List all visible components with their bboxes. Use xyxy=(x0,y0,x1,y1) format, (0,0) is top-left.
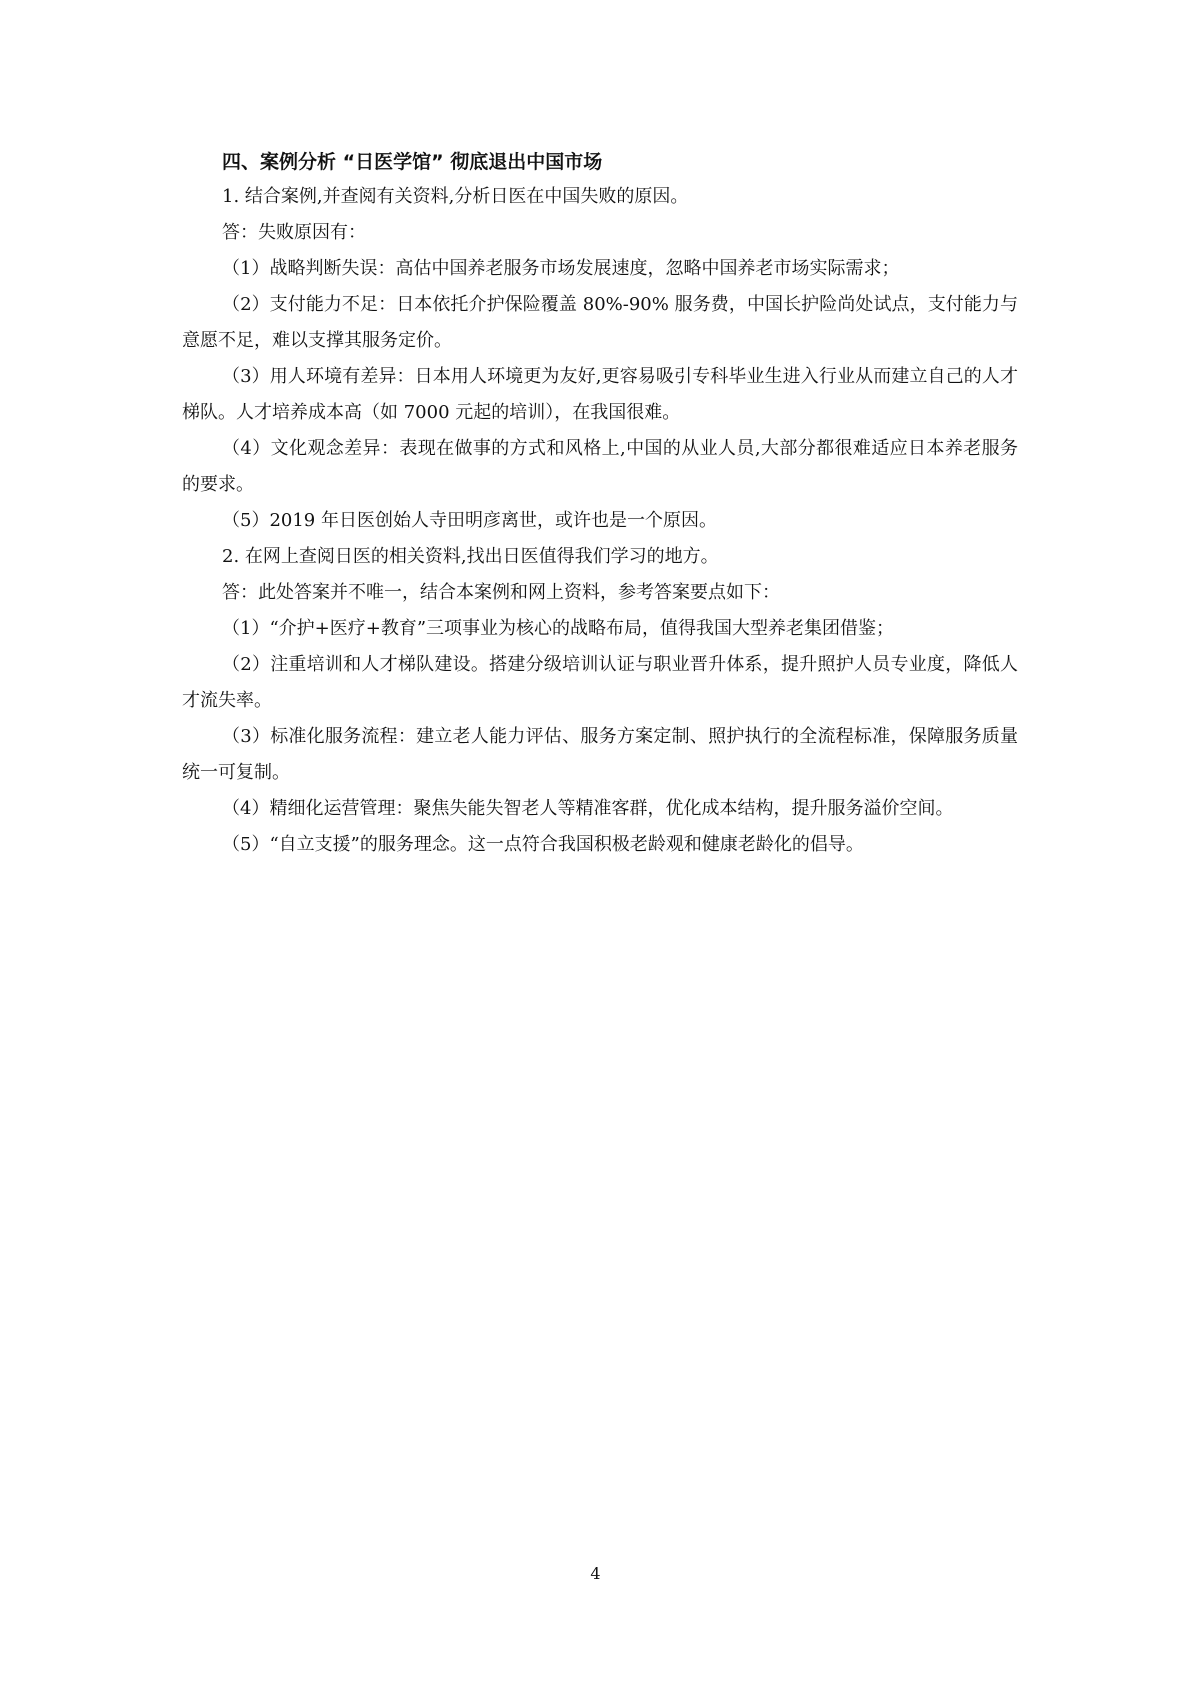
answer-2-point-4: （4）精细化运营管理：聚焦失能失智老人等精准客群，优化成本结构，提升服务溢价空间。 xyxy=(222,798,954,819)
answer-2-point-1: （1）“介护+医疗+教育”三项事业为核心的战略布局，值得我国大型养老集团借鉴； xyxy=(222,618,895,639)
answer-1-point-3: （3）用人环境有差异：日本用人环境更为友好,更容易吸引专科毕业生进入行业从而建立自己的人才梯队。人才培养成本高（如 7000 元起的培训），在我国很难。 xyxy=(182,366,1018,423)
section-heading: 四、案例分析 “日医学馆” 彻底退出中国市场 xyxy=(222,151,603,173)
answer-1-point-1: （1）战略判断失误：高估中国养老服务市场发展速度，忽略中国养老市场实际需求； xyxy=(222,258,900,279)
answer-1-point-5: （5）2019 年日医创始人寺田明彦离世，或许也是一个原因。 xyxy=(222,510,717,531)
question-1: 1. 结合案例,并查阅有关资料,分析日医在中国失败的原因。 xyxy=(222,186,689,207)
answer-2-point-3: （3）标准化服务流程：建立老人能力评估、服务方案定制、照护执行的全流程标准，保障服务质量统一可复制。 xyxy=(182,726,1018,783)
answer-1-intro: 答：失败原因有： xyxy=(222,222,366,243)
answer-1-point-2: （2）支付能力不足：日本依托介护保险覆盖 80%-90% 服务费，中国长护险尚处试点，支付能力与意愿不足，难以支撑其服务定价。 xyxy=(182,294,1018,351)
page-number: 4 xyxy=(590,1564,601,1583)
document-body xyxy=(182,145,1018,863)
answer-2-point-2: （2）注重培训和人才梯队建设。搭建分级培训认证与职业晋升体系，提升照护人员专业度，降低人才流失率。 xyxy=(182,654,1018,711)
answer-2-point-5: （5）“自立支援”的服务理念。这一点符合我国积极老龄观和健康老龄化的倡导。 xyxy=(222,834,864,855)
answer-2-intro: 答：此处答案并不唯一，结合本案例和网上资料，参考答案要点如下： xyxy=(222,582,780,603)
question-2: 2. 在网上查阅日医的相关资料,找出日医值得我们学习的地方。 xyxy=(222,546,719,567)
answer-1-point-4: （4）文化观念差异：表现在做事的方式和风格上,中国的从业人员,大部分都很难适应日本养老服务的要求。 xyxy=(182,438,1018,495)
